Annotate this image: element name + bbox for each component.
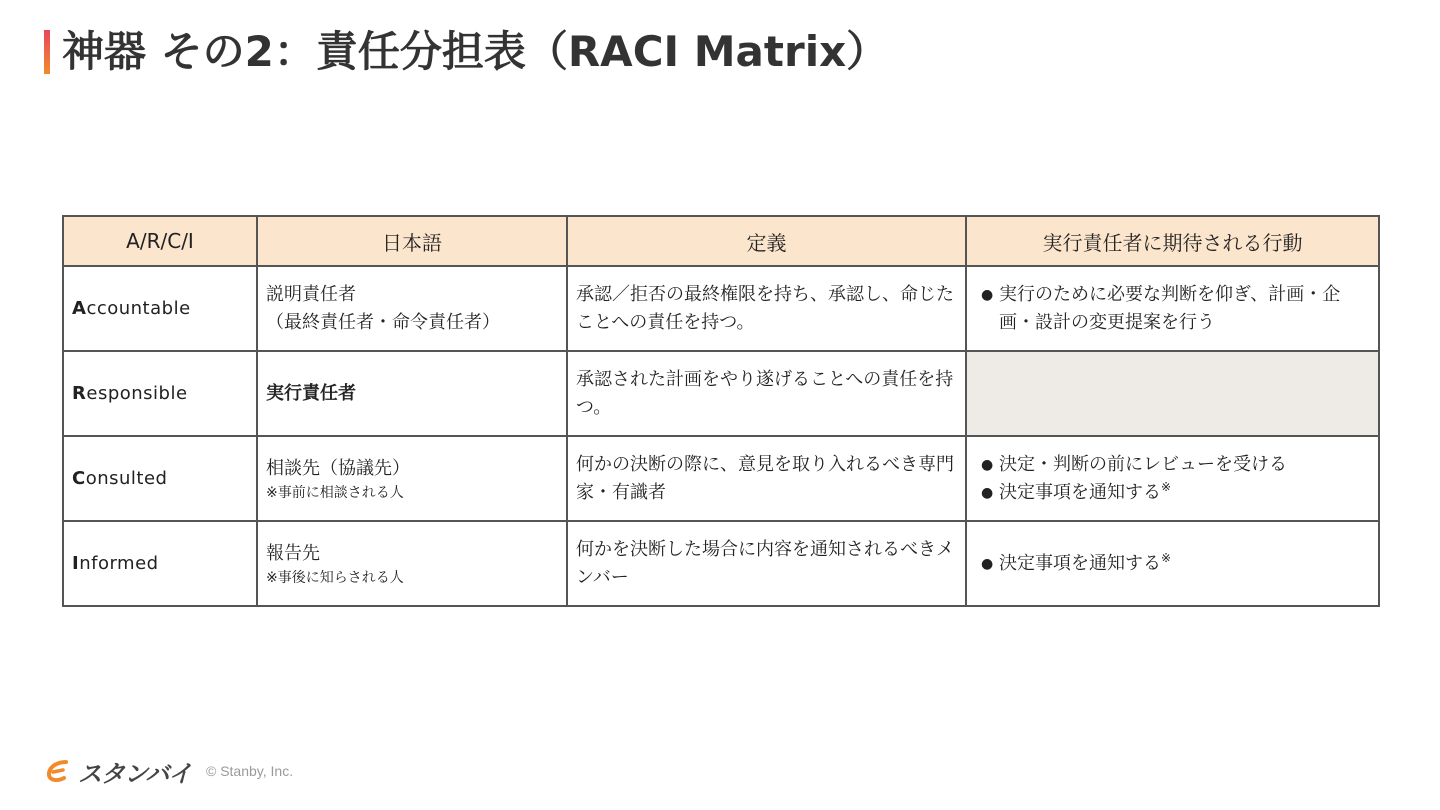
bullet-icon: ●	[981, 286, 994, 303]
jp-name-note: ※事後に知らされる人	[266, 569, 404, 586]
action-text: 実行のために必要な判断を仰ぎ、計画・企画・設計の変更提案を行う	[999, 283, 1341, 333]
copyright-text: © Stanby, Inc.	[206, 763, 294, 779]
jp-name-main: 実行責任者	[266, 382, 356, 404]
bullet-icon: ●	[981, 484, 994, 501]
footnote-mark: ※	[1161, 479, 1172, 494]
role-rest: onsulted	[85, 467, 168, 489]
role-rest: esponsible	[86, 382, 188, 404]
role-rest: nformed	[79, 552, 159, 574]
footnote-mark: ※	[1161, 550, 1172, 565]
role-cell-consulted	[63, 436, 257, 521]
header-arci: A/R/C/I	[63, 216, 257, 266]
actions-list	[975, 281, 1370, 337]
table-row	[63, 436, 1379, 521]
stanby-logo	[44, 754, 191, 789]
bullet-icon: ●	[981, 555, 994, 572]
definition-cell: 何かの決断の際に、意見を取り入れるべき専門家・有識者	[567, 436, 966, 521]
definition-cell: 承認／拒否の最終権限を持ち、承認し、命じたことへの責任を持つ。	[567, 266, 966, 351]
role-initial: R	[72, 382, 87, 404]
raci-matrix-table	[62, 215, 1380, 607]
list-item	[975, 479, 1370, 507]
role-cell-responsible	[63, 351, 257, 436]
actions-cell-empty	[966, 351, 1379, 436]
role-initial: I	[72, 552, 80, 574]
jp-name-main: 相談先（協議先）	[266, 457, 410, 479]
actions-list	[975, 451, 1370, 507]
title-accent-bar	[44, 30, 50, 74]
jp-name-sub: （最終責任者・命令責任者）	[266, 311, 500, 333]
jp-name-cell	[257, 266, 567, 351]
actions-cell	[966, 266, 1379, 351]
page-title: 神器 その2：責任分担表（RACI Matrix）	[62, 27, 889, 76]
jp-name-cell	[257, 521, 567, 606]
role-cell-informed	[63, 521, 257, 606]
jp-name-main: 報告先	[266, 542, 320, 564]
list-item	[975, 281, 1370, 337]
definition-cell: 何かを決断した場合に内容を通知されるべきメンバー	[567, 521, 966, 606]
list-item	[975, 451, 1370, 479]
table-row	[63, 266, 1379, 351]
action-text: 決定・判断の前にレビューを受ける	[999, 453, 1287, 475]
role-initial: A	[72, 297, 87, 319]
list-item	[975, 550, 1370, 578]
jp-name-cell	[257, 351, 567, 436]
actions-cell	[966, 521, 1379, 606]
bullet-icon: ●	[981, 456, 994, 473]
actions-list	[975, 550, 1370, 578]
action-text: 決定事項を通知する	[999, 481, 1161, 503]
jp-name-cell	[257, 436, 567, 521]
role-cell-accountable	[63, 266, 257, 351]
jp-name-note: ※事前に相談される人	[266, 484, 404, 501]
header-japanese: 日本語	[257, 216, 567, 266]
actions-cell	[966, 436, 1379, 521]
header-expected-actions: 実行責任者に期待される行動	[966, 216, 1379, 266]
stanby-logo-icon	[44, 758, 72, 786]
table-row	[63, 521, 1379, 606]
table-header-row	[63, 216, 1379, 266]
logo-text: スタンバイ	[78, 760, 192, 788]
definition-cell: 承認された計画をやり遂げることへの責任を持つ。	[567, 351, 966, 436]
table-row	[63, 351, 1379, 436]
action-text: 決定事項を通知する	[999, 552, 1161, 574]
jp-name-main: 説明責任者	[266, 283, 356, 305]
role-initial: C	[72, 467, 86, 489]
header-definition: 定義	[567, 216, 966, 266]
role-rest: ccountable	[86, 297, 191, 319]
